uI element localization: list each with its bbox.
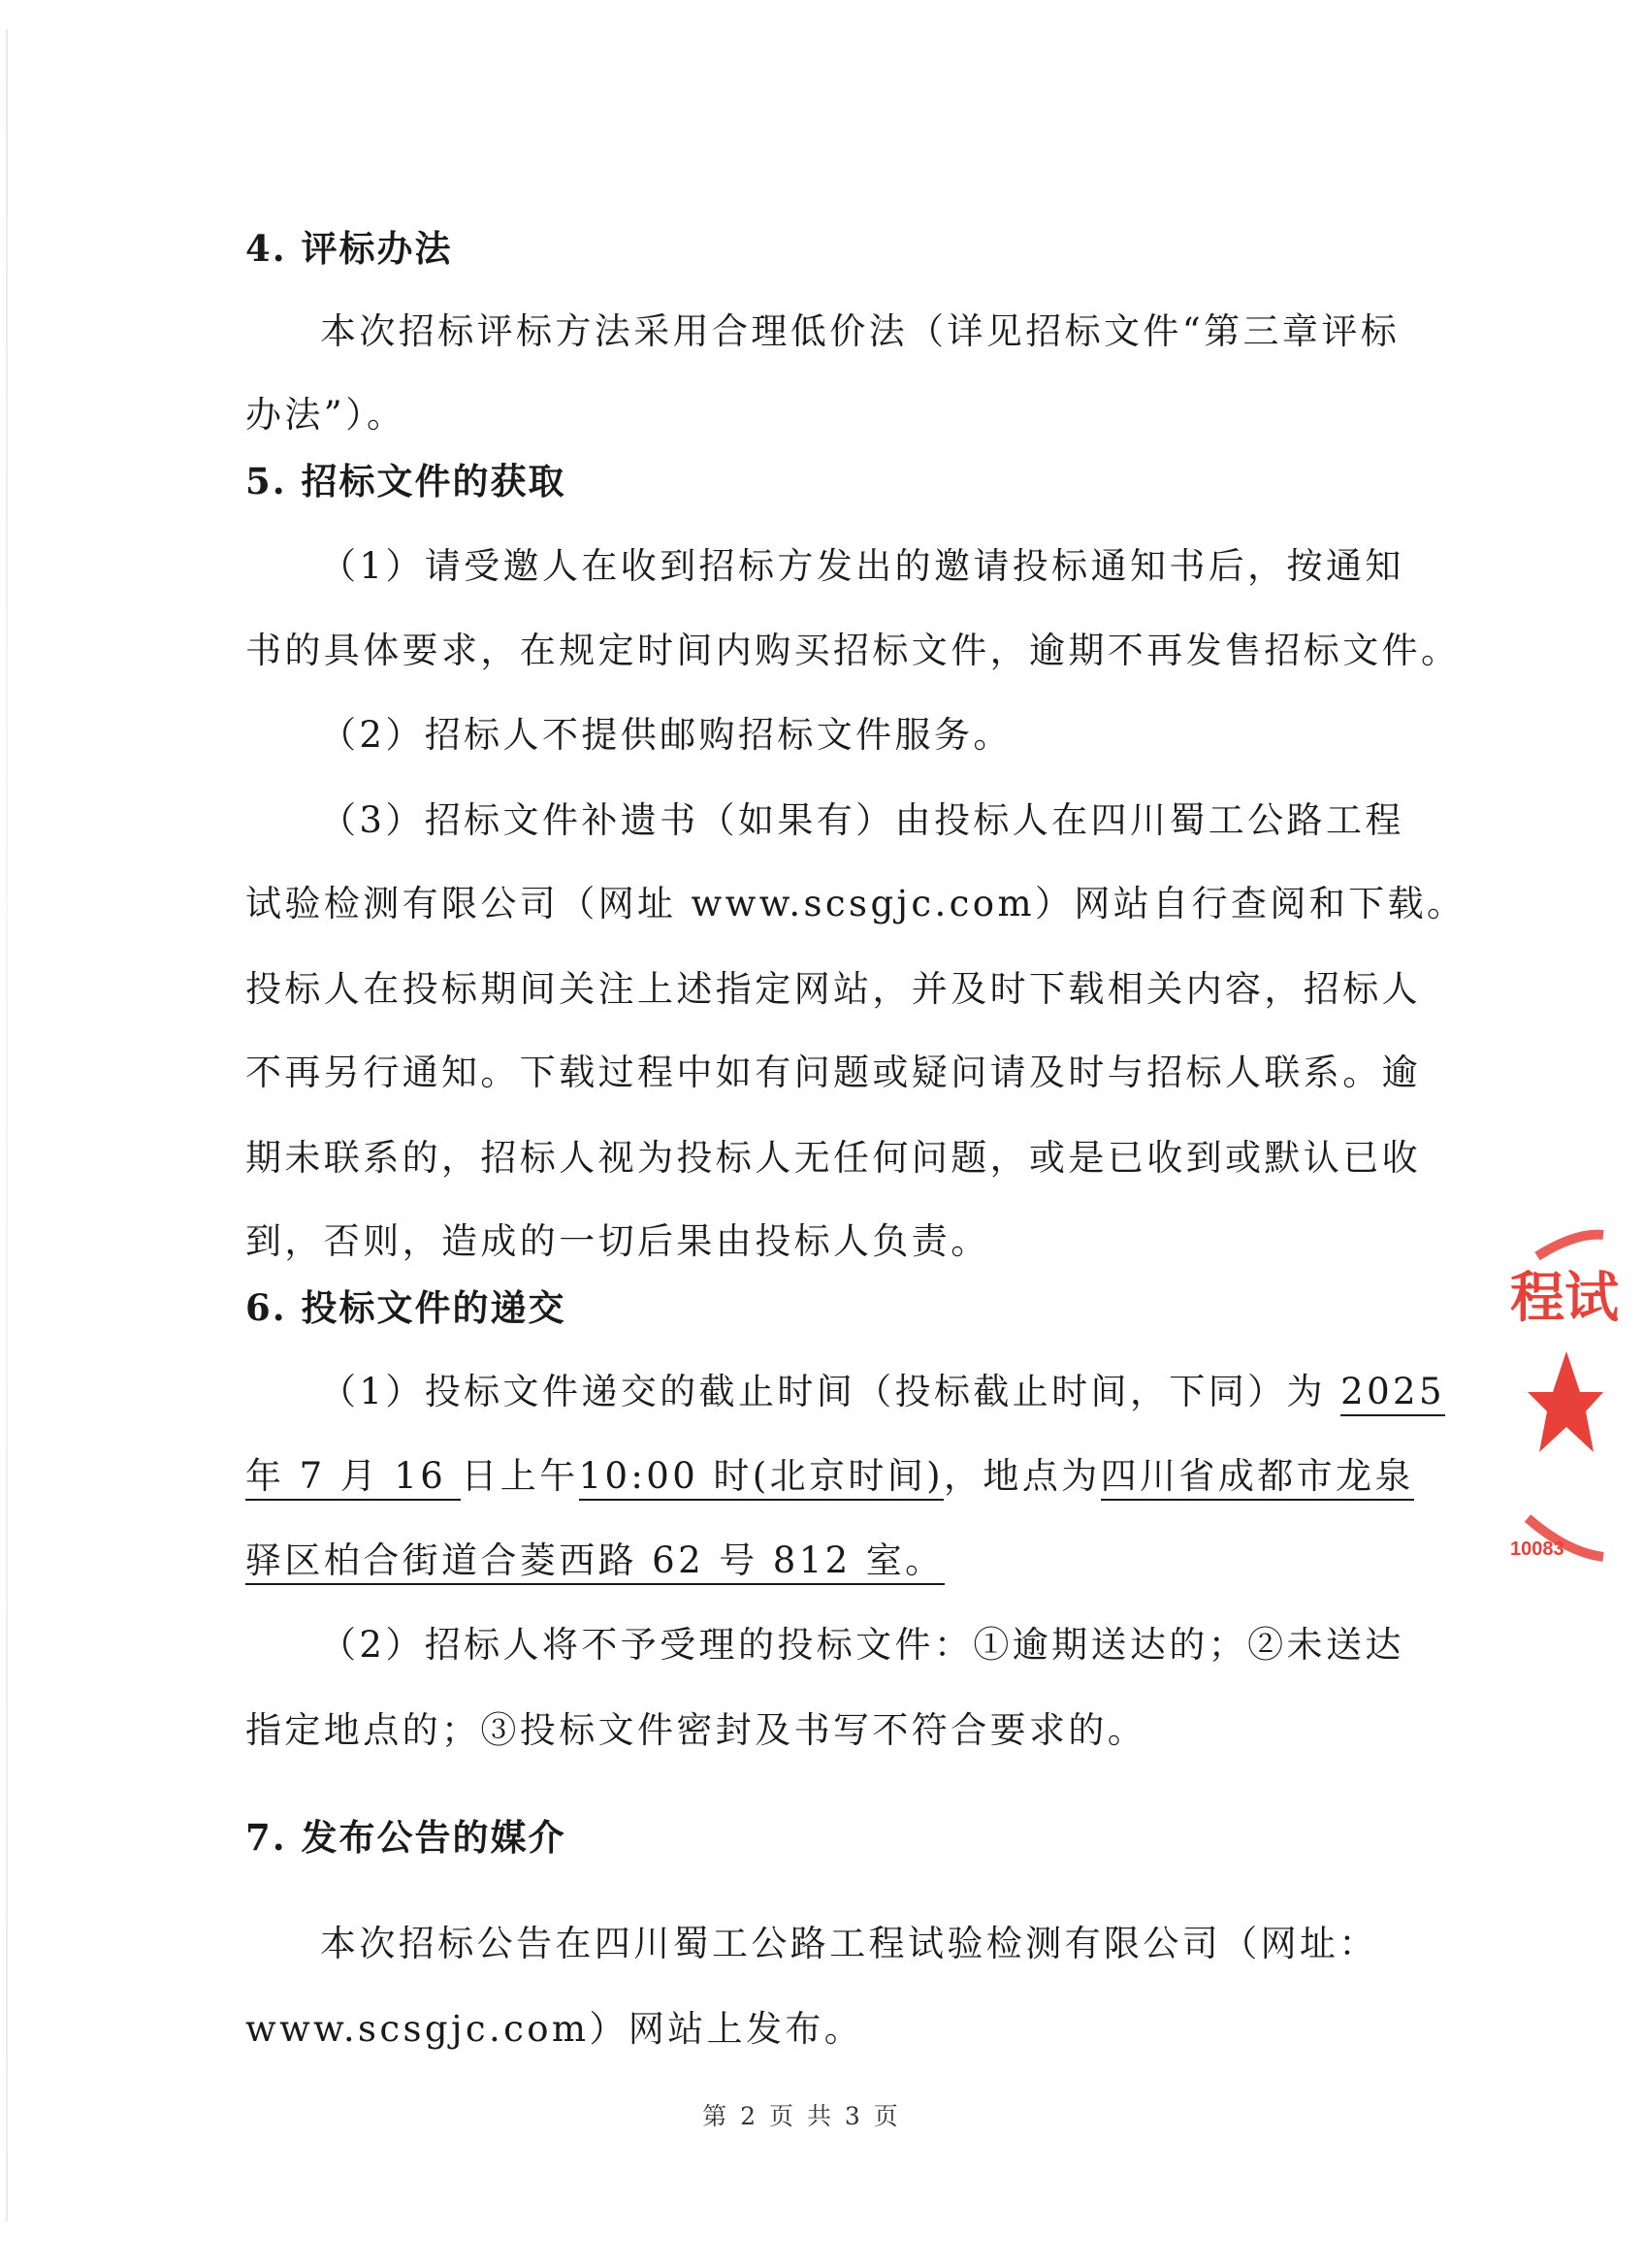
deadline-time: 10:00 时(北京时间) [579,1455,944,1501]
company-seal [1508,1227,1644,1586]
deadline-date-underlined [245,1455,461,1501]
section-5-p3-line-3: 投标人在投标期间关注上述指定网站，并及时下载相关内容，招标人 [245,968,1421,1010]
section-6-p1-line-1 [320,1369,1445,1415]
section-6-p2-line-1: （2）招标人将不予受理的投标文件：①逾期送达的；②未送达 [320,1624,1404,1666]
deadline-month: 7 [299,1455,326,1497]
seal-graphic [1508,1227,1619,1586]
section-4-heading: 4. 评标办法 [245,227,453,270]
seal-text-fragment: 程试 [1510,1267,1619,1328]
deadline-place-part2: 驿区柏合街道合菱西路 62 号 812 室。 [245,1539,945,1585]
nian-label: 年 [245,1455,285,1497]
seal-number-fragment: 10083 [1510,1539,1564,1560]
section-6-p2-line-2: 指定地点的；③投标文件密封及书写不符合要求的。 [245,1709,1147,1751]
section-5-p1-line-1: （1）请受邀人在收到招标方发出的邀请投标通知书后，按通知 [320,545,1404,587]
deadline-intro-text: （1）投标文件递交的截止时间（投标截止时间，下同）为 [320,1371,1326,1412]
day-morning-text: 日上午 [461,1455,579,1497]
deadline-day: 16 [394,1455,447,1497]
place-intro-text: ，地点为 [944,1455,1101,1497]
yue-label: 月 [339,1455,380,1497]
seal-star-icon [1528,1351,1603,1452]
section-6-p1-line-2 [245,1453,1414,1500]
section-5-p1-line-2: 书的具体要求，在规定时间内购买招标文件，逾期不再发售招标文件。 [245,630,1461,671]
section-7-line-2: www.scsgjc.com）网站上发布。 [245,2008,864,2050]
scan-edge-shadow [6,29,8,2221]
page-footer: 第 2 页 共 3 页 [702,2102,901,2130]
section-5-heading: 5. 招标文件的获取 [245,460,566,502]
section-5-p3-line-5: 期未联系的，招标人视为投标人无任何问题，或是已收到或默认已收 [245,1137,1421,1179]
section-5-p2: （2）招标人不提供邮购招标文件服务。 [320,714,1013,756]
deadline-year: 2025 [1340,1371,1445,1416]
section-6-heading: 6. 投标文件的递交 [245,1286,566,1329]
section-7-heading: 7. 发布公告的媒介 [245,1816,566,1859]
section-6-p1-line-3 [245,1538,1370,1584]
section-4-line-1: 本次招标评标方法采用合理低价法（详见招标文件“第三章评标 [320,310,1401,352]
deadline-place-part1: 四川省成都市龙泉 [1101,1455,1414,1501]
section-4-line-2: 办法”）。 [245,394,406,436]
section-5-p3-line-6: 到，否则，造成的一切后果由投标人负责。 [245,1220,990,1262]
section-5-p3-line-1: （3）招标文件补遗书（如果有）由投标人在四川蜀工公路工程 [320,799,1404,841]
section-5-p3-line-4: 不再另行通知。下载过程中如有问题或疑问请及时与招标人联系。逾 [245,1052,1421,1093]
section-7-line-1: 本次招标公告在四川蜀工公路工程试验检测有限公司（网址： [320,1923,1378,1964]
section-5-p3-line-2: 试验检测有限公司（网址 www.scsgjc.com）网站自行查阅和下载。 [245,883,1467,924]
